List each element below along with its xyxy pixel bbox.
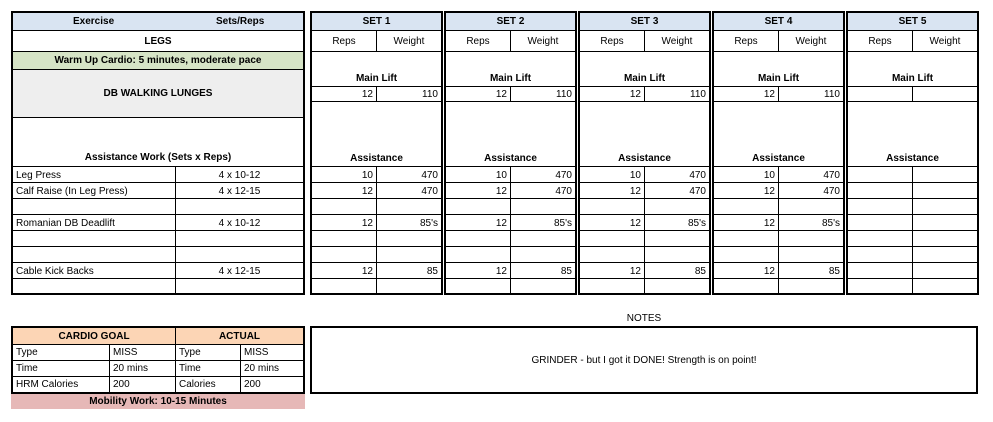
cardio-actual-label: Type [179,347,201,358]
set-reps-cell[interactable] [714,247,778,263]
weight-column-label: Weight [795,35,827,47]
mobility-banner: Mobility Work: 10-15 Minutes [11,394,305,409]
set-reps-cell[interactable]: 10 [629,169,641,181]
set-weight-cell[interactable]: 85's [687,217,706,229]
set-weight-cell[interactable]: 470 [689,169,706,181]
exercise-scheme-cell[interactable]: 4 x 10-12 [218,169,261,181]
set-weight-cell[interactable]: 470 [421,169,438,181]
set-reps-cell[interactable]: 12 [763,265,775,277]
main-lift-weight[interactable]: 110 [422,88,438,100]
set-reps-cell[interactable]: 12 [629,217,641,229]
set-weight-cell[interactable] [377,231,441,247]
set-weight-cell[interactable]: 470 [555,169,572,181]
cardio-actual-label: Calories [179,379,216,390]
cardio-actual-label: Time [179,363,201,374]
exercise-name-cell[interactable] [13,279,175,295]
set-weight-cell[interactable] [779,231,843,247]
cardio-actual-value[interactable]: 200 [244,379,261,390]
main-lift-reps[interactable] [848,87,912,101]
assistance-label: Assistance [886,152,939,164]
main-lift-weight[interactable] [913,87,977,101]
cardio-actual-heading: ACTUAL [176,328,303,344]
set-reps-cell[interactable] [714,279,778,295]
set-weight-cell[interactable] [913,167,977,183]
section-title: LEGS [144,35,172,47]
set-weight-cell[interactable]: 470 [555,185,572,197]
set-reps-cell[interactable] [312,247,376,263]
set-reps-cell[interactable] [848,167,912,183]
set-title: SET 4 [714,13,843,30]
set-title: SET 2 [446,13,575,30]
main-lift-reps[interactable]: 12 [629,88,641,100]
set-weight-cell[interactable] [913,247,977,263]
set-reps-cell[interactable] [714,199,778,215]
set-weight-cell[interactable]: 85's [553,217,572,229]
set-reps-cell[interactable] [580,279,644,295]
cardio-goal-value[interactable]: 200 [113,379,130,390]
exercise-scheme-cell[interactable]: 4 x 12-15 [218,185,261,197]
set-panel [846,11,979,295]
set-weight-cell[interactable]: 470 [823,185,840,197]
set-weight-cell[interactable] [913,231,977,247]
set-reps-cell[interactable]: 12 [763,217,775,229]
set-panel [444,11,577,295]
set-weight-cell[interactable] [779,199,843,215]
main-lift-reps[interactable]: 12 [763,88,775,100]
reps-column-label: Reps [332,35,356,47]
weight-column-label: Weight [929,35,961,47]
reps-column-label: Reps [466,35,490,47]
main-lift-weight[interactable]: 110 [824,88,840,100]
set-reps-cell[interactable] [446,247,510,263]
set-weight-cell[interactable]: 470 [823,169,840,181]
cardio-goal-label: Time [16,363,38,374]
set-title: SET 3 [580,13,709,30]
set-reps-cell[interactable] [848,263,912,279]
exercise-name-cell[interactable]: Leg Press [16,169,62,181]
setsreps-column-label: Sets/Reps [216,16,265,27]
cardio-goal-value[interactable]: 20 mins [113,363,149,374]
cardio-goal-heading: CARDIO GOAL [13,328,175,344]
main-lift-weight[interactable]: 110 [690,88,706,100]
set-reps-cell[interactable]: 12 [629,265,641,277]
set-weight-cell[interactable] [377,279,441,295]
main-lift-label: Main Lift [355,72,398,84]
set-reps-cell[interactable]: 10 [361,169,373,181]
set-weight-cell[interactable] [511,199,575,215]
set-panel [712,11,845,295]
assistance-label: Assistance [752,152,805,164]
reps-column-label: Reps [600,35,624,47]
set-weight-cell[interactable] [913,263,977,279]
exercise-column-label: Exercise [73,16,115,27]
main-lift-reps[interactable]: 12 [361,88,373,100]
set-weight-cell[interactable] [645,199,709,215]
main-exercise-name: DB WALKING LUNGES [13,70,303,117]
exercise-name-cell[interactable] [13,247,175,263]
notes-box [310,326,978,394]
set-weight-cell[interactable] [377,199,441,215]
warmup-banner: Warm Up Cardio: 5 minutes, moderate pace [13,52,303,69]
set-weight-cell[interactable]: 85 [426,265,438,277]
set-weight-cell[interactable] [511,247,575,263]
weight-column-label: Weight [393,35,425,47]
cardio-panel [11,326,305,394]
set-weight-cell[interactable] [511,231,575,247]
set-weight-cell[interactable] [779,279,843,295]
exercise-name-cell[interactable] [13,199,175,215]
notes-heading: NOTES [626,313,662,324]
set-reps-cell[interactable]: 12 [495,185,507,197]
exercise-panel [11,11,305,295]
set-weight-cell[interactable] [511,279,575,295]
reps-column-label: Reps [734,35,758,47]
set-weight-cell[interactable] [645,231,709,247]
exercise-scheme-cell[interactable] [176,279,303,295]
set-reps-cell[interactable] [580,247,644,263]
set-reps-cell[interactable] [848,183,912,199]
set-weight-cell[interactable] [913,215,977,231]
set-reps-cell[interactable]: 12 [495,217,507,229]
set-weight-cell[interactable] [377,247,441,263]
notes-text[interactable]: GRINDER - but I got it DONE! Strength is on point! [531,354,757,366]
set-reps-cell[interactable]: 12 [763,185,775,197]
set-weight-cell[interactable]: 85's [419,217,438,229]
set-reps-cell[interactable] [848,247,912,263]
set-weight-cell[interactable] [645,279,709,295]
set-weight-cell[interactable] [913,183,977,199]
set-reps-cell[interactable] [312,279,376,295]
set-panel [310,11,443,295]
set-title: SET 5 [848,13,977,30]
main-lift-label: Main Lift [489,72,532,84]
set-reps-cell[interactable] [580,231,644,247]
set-reps-cell[interactable]: 12 [361,217,373,229]
exercise-scheme-cell[interactable] [176,231,303,247]
assistance-label: Assistance [618,152,671,164]
set-reps-cell[interactable] [848,215,912,231]
cardio-goal-value[interactable]: MISS [113,347,138,358]
set-weight-cell[interactable]: 470 [689,185,706,197]
cardio-actual-value[interactable]: MISS [244,347,269,358]
set-reps-cell[interactable] [848,279,912,295]
set-reps-cell[interactable]: 12 [361,265,373,277]
set-weight-cell[interactable]: 85 [560,265,572,277]
exercise-name-cell[interactable]: Calf Raise (In Leg Press) [16,185,128,197]
exercise-scheme-cell[interactable]: 4 x 12-15 [218,265,261,277]
main-lift-label: Main Lift [891,72,934,84]
exercise-name-cell[interactable]: Romanian DB Deadlift [16,217,115,229]
exercise-name-cell[interactable] [13,231,175,247]
set-weight-cell[interactable]: 470 [421,185,438,197]
exercise-scheme-cell[interactable] [176,199,303,215]
set-reps-cell[interactable] [312,231,376,247]
assistance-label: Assistance [350,152,403,164]
set-weight-cell[interactable] [913,199,977,215]
set-reps-cell[interactable] [714,231,778,247]
main-lift-label: Main Lift [757,72,800,84]
set-title: SET 1 [312,13,441,30]
cardio-actual-value[interactable]: 20 mins [244,363,280,374]
set-reps-cell[interactable] [848,231,912,247]
main-lift-reps[interactable]: 12 [495,88,507,100]
exercise-scheme-cell[interactable] [176,247,303,263]
set-reps-cell[interactable] [446,231,510,247]
cardio-goal-label: HRM Calories [16,379,79,390]
set-reps-cell[interactable]: 10 [495,169,507,181]
set-reps-cell[interactable] [446,199,510,215]
set-weight-cell[interactable] [779,247,843,263]
weight-column-label: Weight [527,35,559,47]
assistance-label: Assistance [484,152,537,164]
set-weight-cell[interactable] [913,279,977,295]
exercise-scheme-cell[interactable]: 4 x 10-12 [218,217,261,229]
set-weight-cell[interactable] [645,247,709,263]
set-reps-cell[interactable]: 12 [629,185,641,197]
cardio-goal-label: Type [16,347,38,358]
set-reps-cell[interactable] [312,199,376,215]
reps-column-label: Reps [868,35,892,47]
set-reps-cell[interactable] [848,199,912,215]
main-lift-weight[interactable]: 110 [556,88,572,100]
set-reps-cell[interactable]: 10 [763,169,775,181]
weight-column-label: Weight [661,35,693,47]
set-weight-cell[interactable]: 85 [828,265,840,277]
set-weight-cell[interactable]: 85 [694,265,706,277]
set-reps-cell[interactable]: 12 [495,265,507,277]
exercise-name-cell[interactable]: Cable Kick Backs [16,265,94,277]
set-reps-cell[interactable]: 12 [361,185,373,197]
main-lift-label: Main Lift [623,72,666,84]
assistance-heading: Assistance Work (Sets x Reps) [84,152,232,163]
set-reps-cell[interactable] [446,279,510,295]
set-reps-cell[interactable] [580,199,644,215]
set-weight-cell[interactable]: 85's [821,217,840,229]
set-panel [578,11,711,295]
